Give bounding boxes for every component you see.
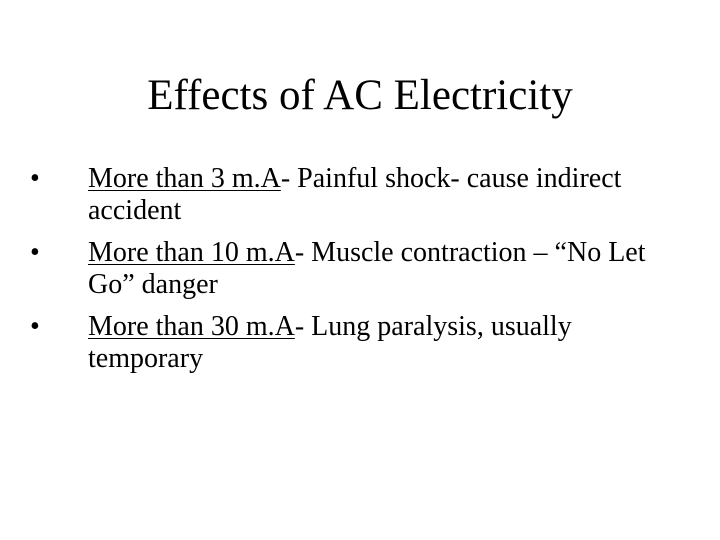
bullet-threshold: More than 10 m.A <box>88 237 295 268</box>
slide-title: Effects of AC Electricity <box>147 72 573 119</box>
bullet-threshold: More than 30 m.A <box>88 311 295 342</box>
bullet-icon: • <box>30 311 40 342</box>
bullet-item <box>30 163 690 227</box>
bullet-text: - Lung paralysis, usually temporary <box>88 311 572 374</box>
bullet-icon: • <box>30 163 40 194</box>
bullet-item <box>30 311 690 375</box>
bullet-list <box>30 163 690 385</box>
bullet-icon: • <box>30 237 40 268</box>
bullet-item <box>30 237 690 301</box>
bullet-threshold: More than 3 m.A <box>88 163 281 194</box>
bullet-text: - Muscle contraction – “No Let Go” danger <box>88 237 646 300</box>
bullet-text: - Painful shock- cause indirect accident <box>88 163 622 226</box>
